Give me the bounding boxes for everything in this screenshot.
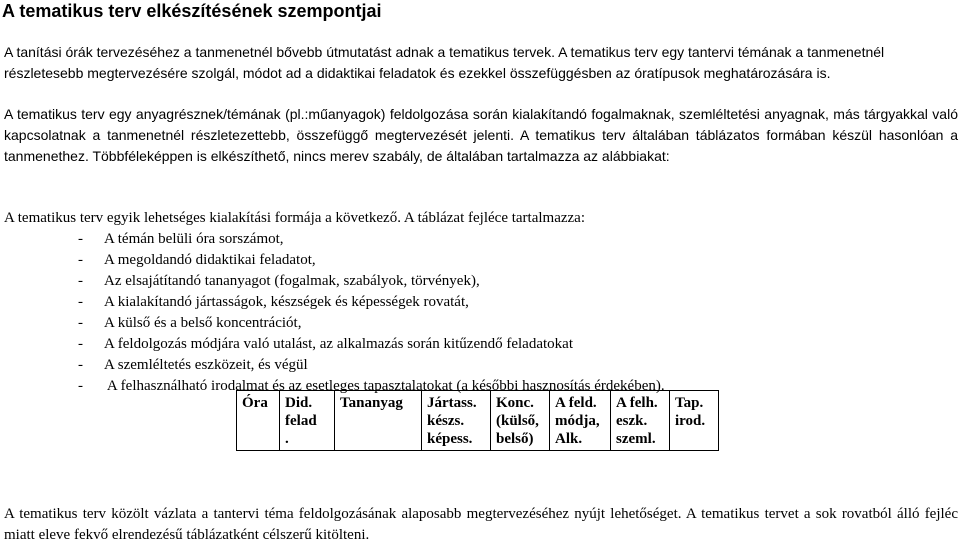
closing-paragraph <box>4 504 958 546</box>
dash-marker: - <box>78 357 83 373</box>
header-cell-did-felad: Did. felad . <box>280 391 335 451</box>
header-cell-feldolgozas: A feld. módja, Alk. <box>550 391 611 451</box>
header-cell-tananyag: Tananyag <box>335 391 422 451</box>
dash-marker: - <box>78 315 83 331</box>
list-item: - A megoldandó didaktikai feladatot, <box>78 250 665 271</box>
list-item: - A kialakítandó jártasságok, készségek és képességek rovatát, <box>78 292 665 313</box>
table-row <box>237 391 719 451</box>
dash-marker: - <box>78 252 83 268</box>
page-title: A tematikus terv elkészítésének szempontjai <box>2 1 382 21</box>
list-item: - A témán belüli óra sorszámot, <box>78 229 665 250</box>
header-cell-ora: Óra <box>237 391 280 451</box>
header-cell-koncentracio: Konc. (külső, belső) <box>491 391 550 451</box>
list-item: - A külső és a belső koncentrációt, <box>78 313 665 334</box>
definition-paragraph <box>4 104 958 167</box>
list-item: - A feldolgozás módjára való utalást, az alkalmazás során kitűzendő feladatokat <box>78 334 665 355</box>
closing-text: A tematikus terv közölt vázlata a tantervi téma feldolgozásának alaposabb megtervezéséhez nyújt lehetőséget. A tematikus tervet a sok rovatból álló fejléc miatt eleve fekvő elrendezésű táblázatként célszerű kitölteni. <box>4 506 958 543</box>
definition-text: A tematikus terv egy anyagrésznek/témának (pl.:műanyagok) feldolgozása során kialakítandó fogalmaknak, szemléltetési anyagnak, más tárgyakkal való kapcsolatnak a tanmenetnél részletezettebb, összefüggő megtervezését jelenti. A tematikus terv általában táblázatos formában készül hasonlóan a tanmenethez. Többféleképpen is elkészíthető, nincs merev szabály, de általában tartalmazza az alábbiakat: <box>4 106 958 164</box>
header-cell-tapasztalat: Tap. irod. <box>670 391 719 451</box>
intro-line-1: A tanítási órák tervezéséhez a tanmenetnél bővebb útmutatást adnak a tematikus tervek. A tematikus terv egy tantervi témának a tanmenetnél <box>4 44 885 60</box>
header-contents-list <box>78 229 665 397</box>
form-intro: A tematikus terv egyik lehetséges kialakítási formája a következő. A táblázat fejléce tartalmazza: <box>4 210 586 226</box>
dash-marker: - <box>78 273 83 289</box>
list-item: - A szemléltetés eszközeit, és végül <box>78 355 665 376</box>
header-cell-felhasznalt-eszkoz: A felh. eszk. szeml. <box>611 391 670 451</box>
list-item: - A felhasználható irodalmat és az esetleges tapasztalatokat (a későbbi hasznosítás érdekében). <box>78 376 665 397</box>
thematic-plan-header-table <box>236 390 719 451</box>
dash-marker: - <box>78 336 83 352</box>
list-item: - Az elsajátítandó tananyagot (fogalmak, szabályok, törvények), <box>78 271 665 292</box>
header-cell-jartassag: Jártass. készs. képess. <box>422 391 491 451</box>
dash-marker: - <box>78 231 83 247</box>
intro-line-2: részletesebb megtervezésére szolgál, módot ad a didaktikai feladatok és ezekkel összefüggésben az óratípusok meghatározására is. <box>4 65 831 81</box>
dash-marker: - <box>78 378 83 394</box>
dash-marker: - <box>78 294 83 310</box>
